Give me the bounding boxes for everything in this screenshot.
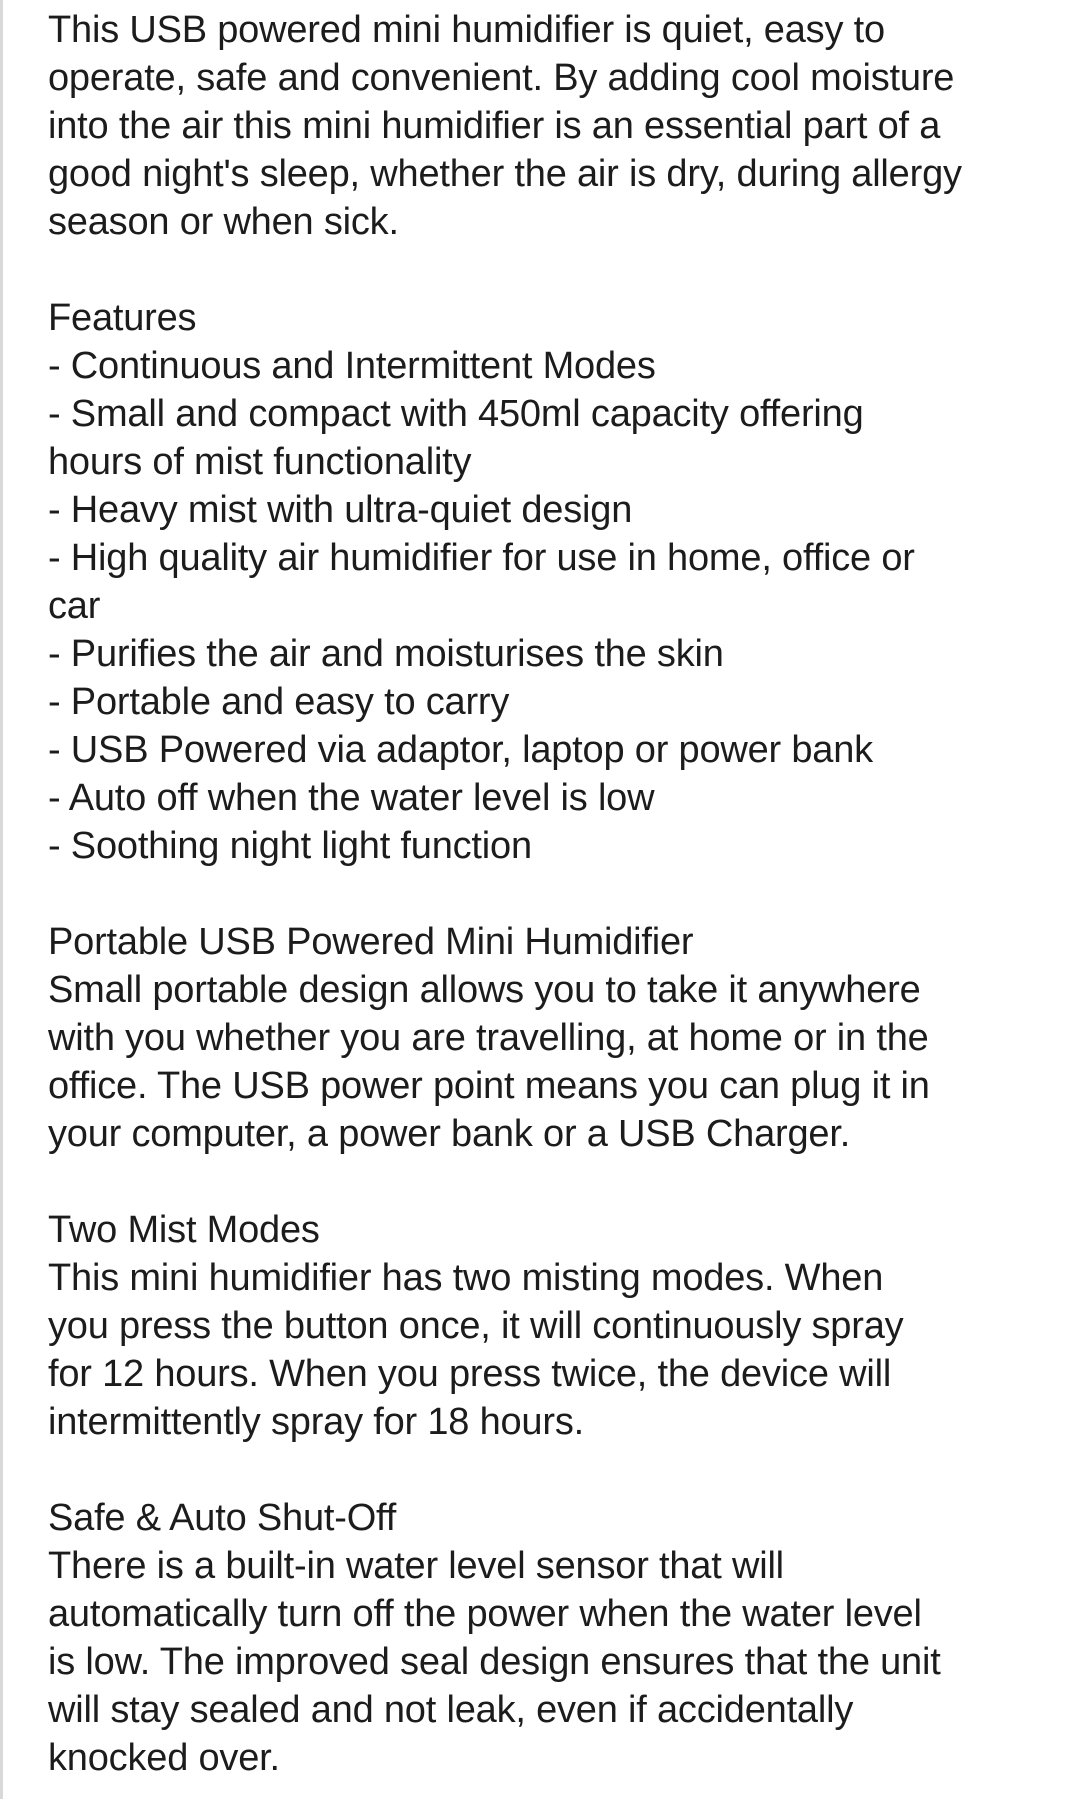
- text-line: operate, safe and convenient. By adding cool moisture: [48, 57, 955, 99]
- text-line: This USB powered mini humidifier is quiet, easy to: [48, 9, 885, 51]
- mist-modes-section: [48, 1206, 1058, 1446]
- text-line: office. The USB power point means you can plug it in: [48, 1065, 930, 1107]
- product-description: [48, 6, 1058, 1782]
- text-line: There is a built-in water level sensor that will: [48, 1545, 784, 1587]
- feature-item: - High quality air humidifier for use in home, office or: [48, 537, 915, 579]
- intro-paragraph: [48, 6, 1058, 246]
- safety-section: [48, 1494, 1058, 1782]
- text-line: you press the button once, it will continuously spray: [48, 1305, 904, 1347]
- section-heading: Safe & Auto Shut-Off: [48, 1497, 397, 1539]
- features-section: [48, 294, 1058, 870]
- text-line: into the air this mini humidifier is an essential part of a: [48, 105, 941, 147]
- feature-item: - Purifies the air and moisturises the skin: [48, 633, 724, 675]
- portable-section: [48, 918, 1058, 1158]
- text-line: good night's sleep, whether the air is dry, during allergy: [48, 153, 962, 195]
- feature-item: car: [48, 585, 101, 627]
- text-line: This mini humidifier has two misting modes. When: [48, 1257, 884, 1299]
- text-line: knocked over.: [48, 1737, 280, 1779]
- section-heading: Two Mist Modes: [48, 1209, 320, 1251]
- text-line: automatically turn off the power when the water level: [48, 1593, 922, 1635]
- section-heading: Features: [48, 297, 197, 339]
- text-line: for 12 hours. When you press twice, the device will: [48, 1353, 892, 1395]
- feature-item: - USB Powered via adaptor, laptop or power bank: [48, 729, 873, 771]
- section-heading: Portable USB Powered Mini Humidifier: [48, 921, 694, 963]
- left-divider: [0, 0, 3, 1799]
- feature-item: - Soothing night light function: [48, 825, 532, 867]
- feature-item: - Continuous and Intermittent Modes: [48, 345, 656, 387]
- text-line: is low. The improved seal design ensures that the unit: [48, 1641, 941, 1683]
- text-line: your computer, a power bank or a USB Charger.: [48, 1113, 851, 1155]
- feature-item: - Portable and easy to carry: [48, 681, 510, 723]
- feature-item: - Auto off when the water level is low: [48, 777, 655, 819]
- feature-item: - Small and compact with 450ml capacity offering: [48, 393, 864, 435]
- feature-item: - Heavy mist with ultra-quiet design: [48, 489, 633, 531]
- text-line: Small portable design allows you to take it anywhere: [48, 969, 921, 1011]
- text-line: intermittently spray for 18 hours.: [48, 1401, 584, 1443]
- text-line: will stay sealed and not leak, even if accidentally: [48, 1689, 854, 1731]
- text-line: with you whether you are travelling, at home or in the: [48, 1017, 929, 1059]
- text-line: season or when sick.: [48, 201, 399, 243]
- feature-item: hours of mist functionality: [48, 441, 472, 483]
